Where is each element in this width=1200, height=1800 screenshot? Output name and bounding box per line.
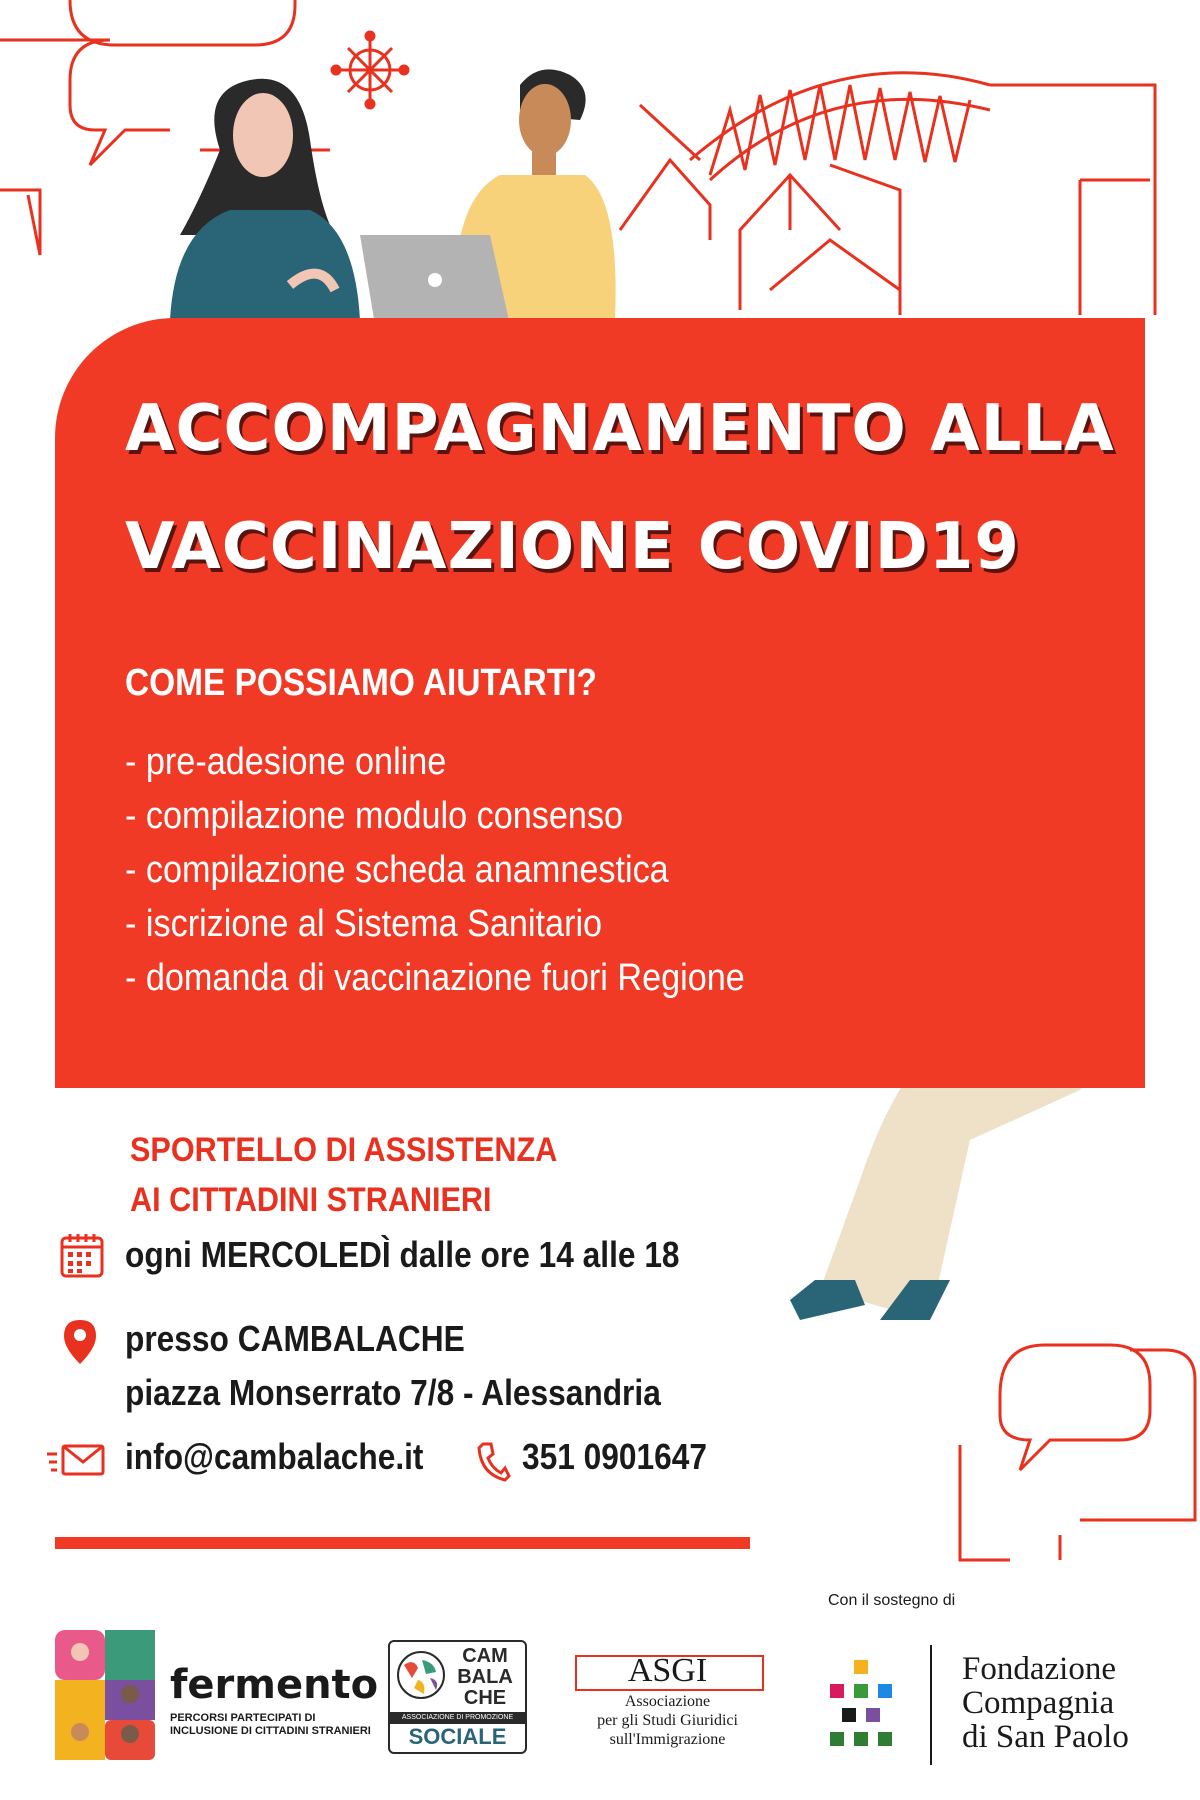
- fermento-sub-line: INCLUSIONE DI CITTADINI STRANIERI: [170, 1725, 371, 1737]
- main-title: [125, 370, 1115, 606]
- location-line-1: presso CAMBALACHE: [125, 1318, 465, 1359]
- asgi-name: ASGI: [627, 1652, 708, 1689]
- fermento-sub-line: PERCORSI PARTECIPATI DI: [170, 1712, 316, 1724]
- phone-icon: [475, 1440, 511, 1482]
- sportello-line-1: SPORTELLO DI ASSISTENZA: [130, 1131, 558, 1169]
- email-icon: [45, 1442, 107, 1478]
- fondazione-name-line: Fondazione: [962, 1651, 1116, 1687]
- fondazione-name: [962, 1652, 1129, 1754]
- fondazione-name-line: Compagnia: [962, 1685, 1115, 1721]
- service-item: - iscrizione al Sistema Sanitario: [125, 903, 603, 945]
- cambalache-sociale: SOCIALE: [408, 1724, 507, 1749]
- support-label: Con il sostegno di: [828, 1592, 956, 1609]
- cambalache-name: [450, 1646, 520, 1709]
- fondazione-name-line: di San Paolo: [962, 1719, 1129, 1755]
- asgi-sub-line: sull'Immigrazione: [609, 1731, 726, 1748]
- cambalache-name-line: CAM: [462, 1645, 508, 1667]
- asgi-subtitle: [560, 1692, 775, 1749]
- sportello-line-2: AI CITTADINI STRANIERI: [130, 1181, 492, 1219]
- email-text[interactable]: info@cambalache.it: [125, 1436, 424, 1477]
- title-line-1: ACCOMPAGNAMENTO ALLA: [125, 392, 1115, 466]
- fermento-logo: [55, 1630, 155, 1760]
- asgi-sub-line: Associazione: [624, 1693, 711, 1710]
- calendar-icon: [60, 1232, 104, 1278]
- location-line-2: piazza Monserrato 7/8 - Alessandria: [125, 1372, 661, 1413]
- service-item: - compilazione modulo consenso: [125, 795, 624, 837]
- cambalache-name-line: CHE: [463, 1687, 507, 1709]
- service-item: - pre-adesione online: [125, 741, 447, 783]
- sportello-heading: [130, 1125, 557, 1225]
- globe-icon: [396, 1650, 446, 1700]
- service-item: - domanda di vaccinazione fuori Regione: [125, 957, 745, 999]
- cambalache-name-line: BALA: [457, 1666, 513, 1688]
- fondazione-mosaic-logo: [830, 1660, 902, 1746]
- divider-bar: [55, 1537, 750, 1549]
- services-list: [125, 735, 745, 1005]
- fermento-subtitle: [170, 1712, 371, 1738]
- schedule-text: ogni MERCOLEDÌ dalle ore 14 alle 18: [125, 1234, 680, 1275]
- fermento-name: fermento: [170, 1662, 379, 1708]
- service-item: - compilazione scheda anamnestica: [125, 849, 669, 891]
- cambalache-logo: [388, 1640, 527, 1754]
- people-illustration: [160, 60, 630, 330]
- title-line-2: VACCINAZIONE COVID19: [125, 510, 1020, 584]
- asgi-sub-line: per gli Studi Giuridici: [597, 1712, 738, 1729]
- fondazione-divider: [930, 1645, 932, 1765]
- subtitle: COME POSSIAMO AIUTARTI?: [125, 662, 597, 704]
- phone-text[interactable]: 351 0901647: [522, 1436, 707, 1477]
- location-pin-icon: [62, 1318, 98, 1366]
- cambalache-band: ASSOCIAZIONE DI PROMOZIONE: [390, 1712, 525, 1724]
